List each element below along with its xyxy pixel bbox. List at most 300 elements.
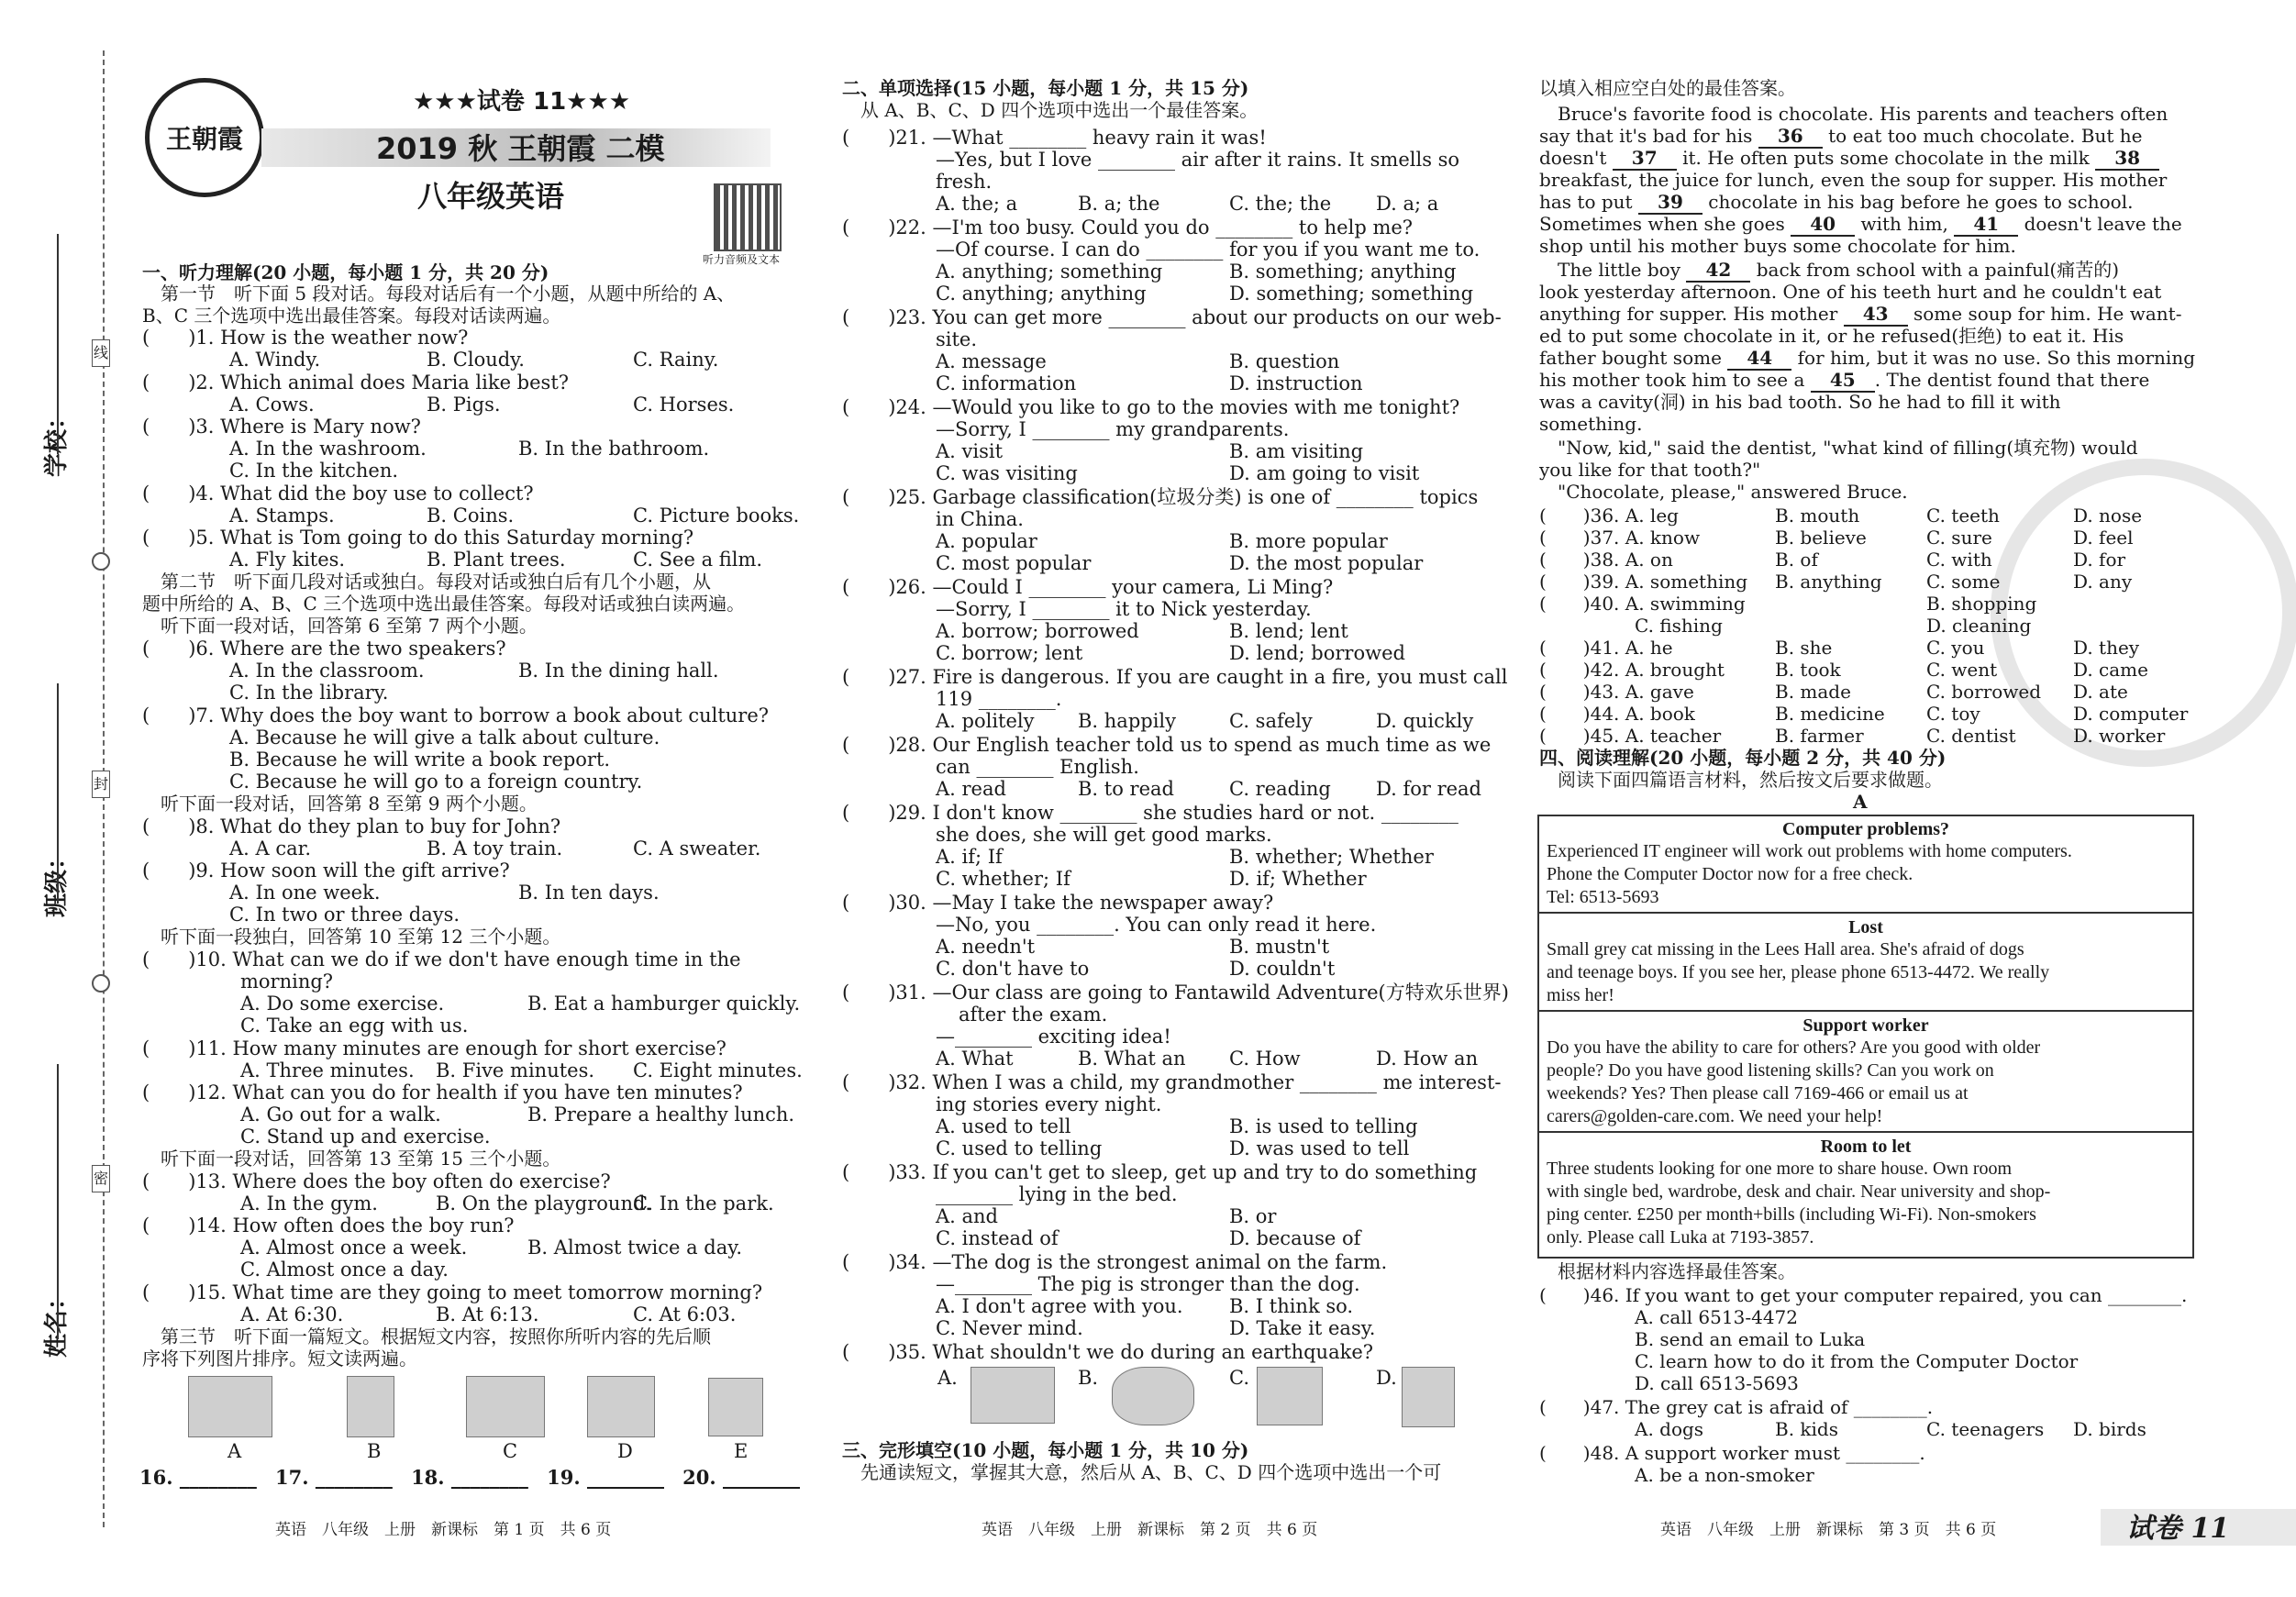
text-line: 序将下列图片排序。短文读两遍。 [142, 1347, 417, 1370]
text-line: A. At 6:30. [240, 1303, 344, 1325]
text-line: C. toy [1926, 703, 1980, 725]
text-line: 四、阅读理解(20 小题，每小题 2 分，共 40 分) [1539, 747, 1947, 769]
text-line: ing stories every night. [936, 1093, 1162, 1115]
text-line: B. to read [1078, 778, 1174, 800]
text-line: C. with [1926, 549, 1992, 571]
text-line: B. At 6:13. [436, 1303, 539, 1325]
text-line: C. Rainy. [633, 349, 719, 371]
ad-line: carers@golden-care.com. We need your help! [1547, 1106, 1883, 1126]
school-line [57, 234, 59, 454]
cloze-line [1539, 325, 2124, 347]
cloze-line [1539, 103, 2168, 125]
blank-20[interactable]: 20. ________ [682, 1466, 800, 1489]
text-line: A. popular [936, 530, 1037, 552]
text-line: 听下面一段对话，回答第 13 至第 15 三个小题。 [142, 1148, 561, 1170]
text-line: ( )23. You can get more ________ about our products on our web- [842, 306, 1502, 328]
text-line: B. more popular [1229, 530, 1388, 552]
cloze-blank-41[interactable]: 41 [1954, 213, 2018, 237]
text-line: C. In two or three days. [229, 904, 460, 926]
ad-line: people? Do you have good listening skills? Can you work on [1547, 1060, 1994, 1081]
cloze-blank-36[interactable]: 36 [1758, 125, 1823, 149]
text-line: D. came [2073, 659, 2148, 681]
text-line: C. How [1229, 1048, 1301, 1070]
school-label: 学校： [43, 405, 71, 477]
logo-text: 王朝霞 [165, 124, 243, 154]
margin-dot-1 [92, 552, 110, 571]
cloze-line [1539, 437, 2138, 459]
text-line: D. was used to tell [1229, 1137, 1410, 1159]
text-line: —Yes, but I love ________ air after it rains. It smells so [936, 149, 1460, 171]
text-line: 从 A、B、C、D 四个选项中选出一个最佳答案。 [842, 99, 1259, 121]
cloze-text: some soup for him. He want- [1907, 303, 2182, 325]
text-line: C. some [1926, 571, 2001, 593]
text-line: 三、完形填空(10 小题，每小题 1 分，共 10 分) [842, 1439, 1249, 1461]
cloze-text: breakfast, the juice for lunch, even the soup for supper. His mother [1539, 169, 2168, 191]
text-line: ( )32. When I was a child, my grandmother ________ me interest- [842, 1071, 1502, 1093]
text-line: D. something; something [1229, 283, 1474, 305]
cloze-text: to eat too much chocolate. But he [1822, 125, 2143, 147]
answer-blanks [139, 1466, 800, 1489]
text-line: ________ lying in the bed. [936, 1183, 1178, 1205]
cloze-line [1539, 213, 2182, 237]
text-line: B. believe [1775, 527, 1867, 549]
class-label: 班级： [43, 845, 71, 917]
text-line: B [367, 1440, 382, 1462]
name-label: 姓名： [43, 1285, 71, 1358]
cloze-blank-40[interactable]: 40 [1791, 213, 1855, 237]
picture-c [466, 1376, 545, 1437]
text-line: D. call 6513-5693 [1635, 1372, 1799, 1394]
ad-divider [1539, 1010, 2192, 1012]
text-line: A. Stamps. [229, 505, 335, 527]
text-line: ( )31. —Our class are going to Fantawild Adventure(方特欢乐世界) [842, 981, 1509, 1004]
text-line: D. ate [2073, 681, 2128, 703]
cloze-blank-37[interactable]: 37 [1613, 147, 1677, 171]
cloze-text: you like for that tooth?" [1539, 459, 1761, 481]
blank-16[interactable]: 16. ________ [139, 1466, 257, 1489]
text-line: A. dogs [1635, 1418, 1704, 1440]
text-line: D. lend; borrowed [1229, 642, 1405, 664]
cloze-text: back from school with a painful(痛苦的) [1750, 259, 2120, 281]
text-line: A. borrow; borrowed [936, 620, 1139, 642]
text-line: B. anything [1775, 571, 1882, 593]
cloze-blank-42[interactable]: 42 [1686, 259, 1750, 283]
text-line: C. Eight minutes. [633, 1059, 803, 1081]
text-line: B. A toy train. [427, 837, 563, 859]
text-line: ( )3. Where is Mary now? [142, 416, 421, 438]
text-line: ( )5. What is Tom going to do this Saturday morning? [142, 527, 694, 549]
text-line: C. A sweater. [633, 837, 761, 859]
text-line: A. Almost once a week. [240, 1237, 468, 1259]
text-line: C. teenagers [1926, 1418, 2045, 1440]
text-line: A. be a non-smoker [1635, 1464, 1814, 1486]
picture-e [708, 1378, 763, 1436]
text-line: 听下面一段对话，回答第 6 至第 7 两个小题。 [142, 615, 538, 637]
text-line: D. they [2073, 637, 2140, 659]
text-line: B. shopping [1926, 593, 2037, 615]
cloze-line [1539, 259, 2119, 283]
ad-title: Room to let [1820, 1137, 1912, 1157]
text-line: ( )14. How often does the boy run? [142, 1214, 515, 1237]
text-line: B. made [1775, 681, 1851, 703]
text-line: A. visit [936, 440, 1004, 462]
cloze-text: look yesterday afternoon. One of his teeth hurt and he couldn't eat [1539, 281, 2162, 303]
text-line: ( )12. What can you do for health if you have ten minutes? [142, 1081, 743, 1103]
text-line: ( )22. —I'm too busy. Could you do ________ to help me? [842, 216, 1414, 238]
text-line: B. Five minutes. [436, 1059, 595, 1081]
text-line: ( )38. A. on [1539, 549, 1673, 571]
text-line: C. fishing [1635, 615, 1723, 637]
text-line: she does, she will get good marks. [936, 824, 1272, 846]
text-line: ( )26. —Could I ________ your camera, Li Ming? [842, 576, 1334, 598]
text-line: ( )27. Fire is dangerous. If you are caught in a fire, you must call [842, 666, 1508, 688]
text-line: 一、听力理解(20 小题，每小题 1 分，共 20 分) [142, 261, 549, 283]
ad-line: and teenage boys. If you see her, please phone 6513-4472. We really [1547, 962, 2050, 982]
ad-title: Support worker [1802, 1015, 1929, 1036]
cloze-line [1539, 459, 1760, 481]
text-line: A. Three minutes. [240, 1059, 415, 1081]
cloze-line [1539, 235, 2016, 257]
text-line: C. learn how to do it from the Computer Doctor [1635, 1350, 2079, 1372]
text-line: —Sorry, I ________ my grandparents. [936, 418, 1290, 440]
cloze-blank-44[interactable]: 44 [1727, 347, 1791, 371]
text-line: ( )48. A support worker must ________. [1539, 1442, 1925, 1464]
text-line: B. On the playground. [436, 1192, 652, 1214]
ad-line: Three students looking for one more to share house. Own room [1547, 1159, 2013, 1179]
text-line: D. for read [1376, 778, 1481, 800]
text-line: C. borrow; lent [936, 642, 1083, 664]
text-line: ( )8. What do they plan to buy for John? [142, 815, 561, 837]
text-line: B. medicine [1775, 703, 1885, 725]
cloze-blank-43[interactable]: 43 [1844, 303, 1908, 327]
ad-divider [1539, 912, 2192, 914]
text-line: C. Take an egg with us. [240, 1015, 469, 1037]
text-line: B. or [1229, 1205, 1277, 1227]
cloze-blank-38[interactable]: 38 [2095, 147, 2159, 171]
text-line: B. mustn't [1229, 936, 1330, 958]
text-line: —Of course. I can do ________ for you if you want me to. [936, 238, 1481, 261]
text-line: A. and [936, 1205, 999, 1227]
ad-line: Phone the Computer Doctor now for a free check. [1547, 864, 1913, 884]
text-line: C. Horses. [633, 394, 735, 416]
text-line: B. I think so. [1229, 1295, 1354, 1317]
text-line: A. In the classroom. [229, 660, 425, 682]
text-line: D. [1376, 1367, 1397, 1389]
name-line [57, 1064, 59, 1339]
text-line: A. anything; something [936, 261, 1163, 283]
text-line: ( )40. A. swimming [1539, 593, 1746, 615]
cloze-text: . The dentist found that there [1874, 369, 2150, 391]
text-line: ( )29. I don't know ________ she studies hard or not. ________ [842, 802, 1459, 824]
qr-caption: 听力音频及文本 [703, 253, 781, 266]
text-line: ( )28. Our English teacher told us to spend as much time as we [842, 734, 1492, 756]
text-line: A. In one week. [229, 882, 381, 904]
text-line: D. couldn't [1229, 958, 1336, 980]
blank-17[interactable]: 17. ________ [275, 1466, 393, 1489]
text-line: A. Fly kites. [229, 549, 346, 571]
text-line: 根据材料内容选择最佳答案。 [1539, 1260, 1796, 1282]
text-line: ( )25. Garbage classification(垃圾分类) is one of ________ topics [842, 486, 1479, 508]
text-line: D. if; Whether [1229, 868, 1367, 890]
text-line: ( )47. The grey cat is afraid of ________. [1539, 1396, 1934, 1418]
cloze-text: say that it's bad for his [1539, 125, 1758, 147]
cloze-line [1539, 303, 2181, 327]
text-line: D. quickly [1376, 710, 1474, 732]
text-line: C. Almost once a day. [240, 1259, 449, 1281]
text-line: B. In the dining hall. [518, 660, 719, 682]
seal-char-seal: 封 [92, 771, 110, 798]
text-line: B. kids [1775, 1418, 1838, 1440]
cloze-text: ed to put some chocolate in it, or he refused(拒绝) to eat it. His [1539, 325, 2124, 347]
ad-line: only. Please call Luka at 7193-3857. [1547, 1227, 1814, 1248]
ad-line: Tel: 6513-5693 [1547, 887, 1659, 907]
text-line: A. call 6513-4472 [1635, 1306, 1798, 1328]
text-line: D. instruction [1229, 372, 1363, 394]
text-line: ( )10. What can we do if we don't have enough time in the [142, 948, 741, 970]
text-line: D. Take it easy. [1229, 1317, 1376, 1339]
cloze-text: "Now, kid," said the dentist, "what kind of filling(填充物) would [1539, 437, 2138, 459]
blank-19[interactable]: 19. ________ [547, 1466, 664, 1489]
q35-picture-a [971, 1367, 1055, 1424]
picture-a [188, 1376, 272, 1437]
text-line: ( )33. If you can't get to sleep, get up and try to do something [842, 1161, 1478, 1183]
text-line: A. I don't agree with you. [936, 1295, 1183, 1317]
ad-line: weekends? Yes? Then please call 7169-466 or email us at [1547, 1083, 1969, 1103]
text-line: C. the; the [1229, 193, 1332, 215]
text-line: B. am visiting [1229, 440, 1364, 462]
text-line: B. question [1229, 350, 1340, 372]
text-line: C. don't have to [936, 958, 1090, 980]
ad-line: miss her! [1547, 985, 1614, 1005]
text-line: B. send an email to Luka [1635, 1328, 1866, 1350]
text-line: A. used to tell [936, 1115, 1071, 1137]
text-line: B. In ten days. [518, 882, 660, 904]
text-line: A. In the washroom. [229, 438, 427, 460]
text-line: B. is used to telling [1229, 1115, 1418, 1137]
text-line: ( )9. How soon will the gift arrive? [142, 859, 510, 882]
text-line: ( )35. What shouldn't we do during an earthquake? [842, 1341, 1374, 1363]
text-line: B. something; anything [1229, 261, 1457, 283]
text-line: ( )1. How is the weather now? [142, 327, 469, 349]
cloze-text: for him, but it was no use. So this morning [1791, 347, 2196, 369]
text-line: C. used to telling [936, 1137, 1103, 1159]
text-line: C. borrowed [1926, 681, 2042, 703]
text-line: B. In the bathroom. [518, 438, 710, 460]
qr-code[interactable] [714, 183, 782, 251]
cloze-line [1539, 281, 2161, 303]
class-line [57, 683, 59, 904]
text-line: —Sorry, I ________ it to Nick yesterday. [936, 598, 1312, 620]
text-line: 二、单项选择(15 小题，每小题 1 分，共 15 分) [842, 77, 1249, 99]
text-line: C. anything; anything [936, 283, 1147, 305]
text-line: C. See a film. [633, 549, 763, 571]
q35-picture-c [1257, 1367, 1323, 1425]
text-line: C. whether; If [936, 868, 1070, 890]
text-line: 先通读短文，掌握其大意，然后从 A、B、C、D 四个选项中选出一个可 [842, 1461, 1442, 1483]
text-line: 第二节 听下面几段对话或独白。每段对话或独白后有几个小题，从 [142, 571, 711, 593]
cloze-text: "Chocolate, please," answered Bruce. [1539, 481, 1908, 503]
text-line: B. she [1775, 637, 1833, 659]
text-line: D. feel [2073, 527, 2134, 549]
cloze-text: The little boy [1539, 259, 1687, 281]
footer-page-1: 英语 八年级 上册 新课标 第 1 页 共 6 页 [275, 1521, 612, 1539]
text-line: ( )4. What did the boy use to collect? [142, 482, 534, 505]
text-line: B. Eat a hamburger quickly. [527, 993, 801, 1015]
cloze-text: Sometimes when she goes [1539, 213, 1791, 235]
text-line: D. any [2073, 571, 2133, 593]
text-line: C. sure [1926, 527, 1992, 549]
logo-seal [145, 78, 264, 197]
text-line: D. cleaning [1926, 615, 2032, 637]
text-line: D. the most popular [1229, 552, 1424, 574]
ad-title: Computer problems? [1781, 819, 1950, 839]
cloze-line [1539, 481, 1908, 503]
cloze-text: doesn't leave the [2018, 213, 2182, 235]
text-line: —________ exciting idea! [936, 1026, 1171, 1048]
picture-b [347, 1376, 394, 1437]
cloze-text: Bruce's favorite food is chocolate. His parents and teachers often [1539, 103, 2168, 125]
text-line: B. Prepare a healthy lunch. [527, 1103, 795, 1126]
text-line: D. for [2073, 549, 2126, 571]
text-line: 听下面一段独白，回答第 10 至第 12 三个小题。 [142, 926, 561, 948]
cloze-text: something. [1539, 413, 1643, 435]
corner-test-label: 试卷 11 [2126, 1513, 2230, 1545]
blank-18[interactable]: 18. ________ [411, 1466, 528, 1489]
text-line: A. message [936, 350, 1047, 372]
text-line: fresh. [936, 171, 993, 193]
text-line: C. In the kitchen. [229, 460, 399, 482]
text-line: E [734, 1440, 749, 1462]
seal-char-line: 线 [92, 339, 110, 367]
text-line: D. nose [2073, 505, 2143, 527]
cloze-line [1539, 169, 2167, 191]
text-line: ( )2. Which animal does Maria like best? [142, 372, 570, 394]
text-line: 听下面一段对话，回答第 8 至第 9 两个小题。 [142, 793, 538, 815]
text-line: B. Coins. [427, 505, 515, 527]
text-line: B. Cloudy. [427, 349, 525, 371]
test-number: ★★★试卷 11★★★ [413, 88, 631, 116]
text-line: ( )44. A. book [1539, 703, 1695, 725]
ad-line: with single bed, wardrobe, desk and chair. Near university and shop- [1547, 1181, 2051, 1202]
cloze-line [1539, 191, 2133, 215]
text-line: ( )45. A. teacher [1539, 725, 1722, 747]
text-line: C. went [1926, 659, 1998, 681]
text-line: B、C 三个选项中选出最佳答案。每段对话读两遍。 [142, 305, 561, 327]
picture-d [587, 1376, 655, 1437]
text-line: ( )21. —What ________ heavy rain it was! [842, 127, 1267, 149]
text-line: B. whether; Whether [1229, 846, 1434, 868]
text-line: —No, you ________. You can only read it here. [936, 914, 1377, 936]
text-line: B. farmer [1775, 725, 1864, 747]
text-line: ( )15. What time are they going to meet tomorrow morning? [142, 1281, 763, 1303]
text-line: A. Because he will give a talk about culture. [229, 726, 660, 749]
text-line: B. mouth [1775, 505, 1860, 527]
text-line: C. most popular [936, 552, 1092, 574]
text-line: C. At 6:03. [633, 1303, 737, 1325]
text-line: B. of [1775, 549, 1818, 571]
text-line: C. Stand up and exercise. [240, 1126, 491, 1148]
cloze-blank-45[interactable]: 45 [1811, 369, 1875, 393]
cloze-text: father bought some [1539, 347, 1728, 369]
text-line: B. lend; lent [1229, 620, 1348, 642]
cloze-text: has to put [1539, 191, 1638, 213]
text-line: —________ The pig is stronger than the dog. [936, 1273, 1360, 1295]
text-line: B. a; the [1078, 193, 1160, 215]
text-line: ( )34. —The dog is the strongest animal on the farm. [842, 1251, 1388, 1273]
text-line: C. teeth [1926, 505, 2000, 527]
cloze-line [1539, 347, 2195, 371]
text-line: C. Because he will go to a foreign country. [229, 771, 643, 793]
text-line: A. Do some exercise. [240, 993, 445, 1015]
cloze-text: with him, [1855, 213, 1955, 235]
text-line: site. [936, 328, 978, 350]
text-line: C. Picture books. [633, 505, 800, 527]
text-line: D. because of [1229, 1227, 1361, 1249]
text-line: A. What [936, 1048, 1014, 1070]
text-line: C. information [936, 372, 1077, 394]
text-line: C. dentist [1926, 725, 2016, 747]
text-line: 119 ________. [936, 688, 1062, 710]
cloze-line [1539, 125, 2142, 149]
text-line: ( )42. A. brought [1539, 659, 1725, 681]
text-line: 阅读下面四篇语言材料，然后按文后要求做题。 [1539, 769, 1943, 791]
cloze-text: his mother took him to see a [1539, 369, 1811, 391]
text-line: ( )39. A. something [1539, 571, 1748, 593]
text-line: C. [1229, 1367, 1249, 1389]
ad-title: Lost [1848, 917, 1883, 937]
text-line: ( )41. A. he [1539, 637, 1673, 659]
cloze-text: was a cavity(洞) in his bad tooth. So he had to fill it with [1539, 391, 2061, 413]
text-line: D [617, 1440, 633, 1462]
text-line: D. How an [1376, 1048, 1479, 1070]
cloze-text: shop until his mother buys some chocolate for him. [1539, 235, 2016, 257]
cloze-blank-39[interactable]: 39 [1638, 191, 1703, 215]
cloze-text: chocolate in his bag before he goes to school. [1702, 191, 2134, 213]
text-line: morning? [240, 970, 334, 993]
subject-title: 八年级英语 [417, 179, 565, 214]
text-line: B. Pigs. [427, 394, 501, 416]
text-line: A. A car. [229, 837, 312, 859]
text-line: C. In the park. [633, 1192, 774, 1214]
text-line: 以填入相应空白处的最佳答案。 [1539, 77, 1796, 99]
cloze-text: doesn't [1539, 147, 1613, 169]
margin-dot-2 [92, 974, 110, 993]
text-line: D. a; a [1376, 193, 1439, 215]
text-line: B. Plant trees. [427, 549, 566, 571]
text-line: B. [1078, 1367, 1099, 1389]
text-line: ( )7. Why does the boy want to borrow a book about culture? [142, 704, 770, 726]
text-line: A. Windy. [229, 349, 321, 371]
exam-title: 2019 秋 王朝霞 二模 [376, 131, 665, 166]
text-line: D. computer [2073, 703, 2189, 725]
q35-picture-d [1402, 1367, 1455, 1427]
text-line: B. What an [1078, 1048, 1186, 1070]
text-line: ( )43. A. gave [1539, 681, 1694, 703]
text-line: C. Never mind. [936, 1317, 1083, 1339]
text-line: ( )37. A. know [1539, 527, 1701, 549]
text-line: A. needn't [936, 936, 1036, 958]
seal-char-secret: 密 [92, 1165, 110, 1192]
text-line: 第一节 听下面 5 段对话。每段对话后有一个小题，从题中所给的 A、 [142, 283, 736, 305]
text-line: A. read [936, 778, 1006, 800]
text-line: C. safely [1229, 710, 1313, 732]
text-line: C. In the library. [229, 682, 389, 704]
text-line: ( )13. Where does the boy often do exercise? [142, 1170, 611, 1192]
text-line: A. politely [936, 710, 1035, 732]
text-line: 第三节 听下面一篇短文。根据短文内容，按照你所听内容的先后顺 [142, 1325, 711, 1347]
cloze-line [1539, 391, 2061, 413]
text-line: 题中所给的 A、B、C 三个选项中选出最佳答案。每段对话或独白读两遍。 [142, 593, 746, 615]
